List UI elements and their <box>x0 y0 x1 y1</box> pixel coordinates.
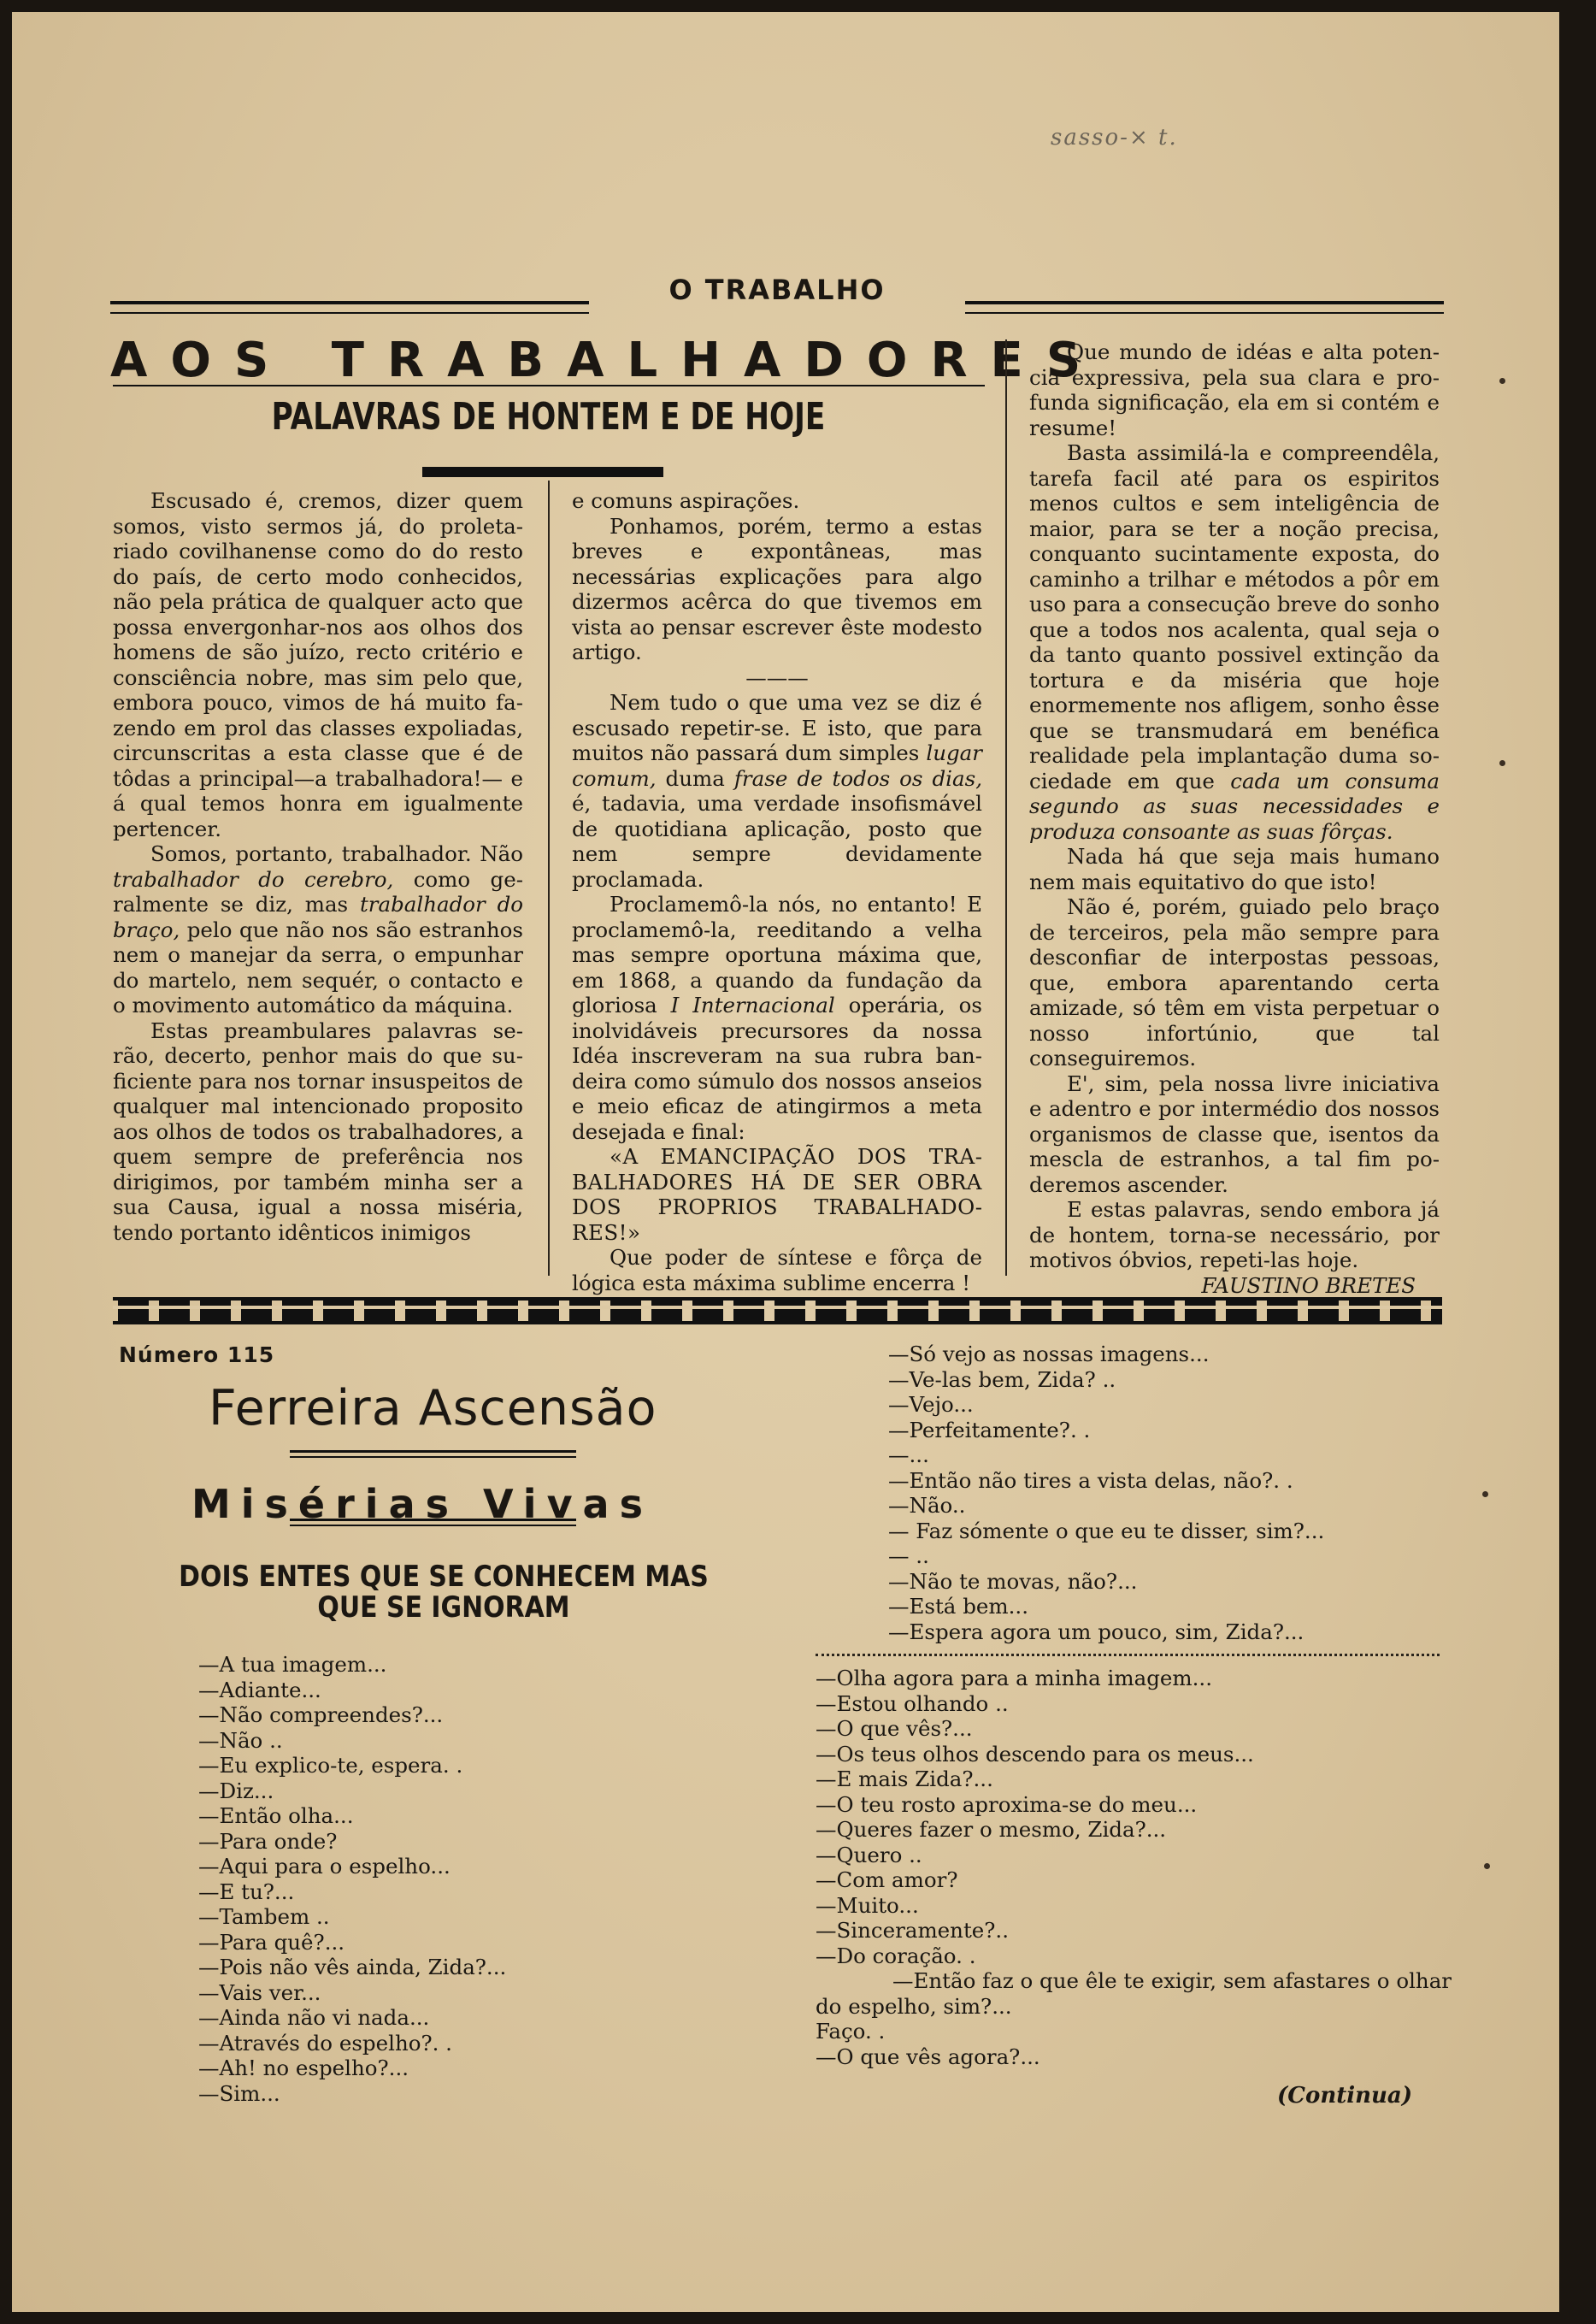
paragraph: Nem tudo o que uma vez se diz é escusado repetir-se. E isto, que para muitos não passará dum simples lugar comum, duma frase de todos os dias, é, tadavia, uma verdade insofismável de quotidiana aplicação, posto que nem sempre devidamente proclamada. <box>572 690 982 892</box>
dialogue-line: —Pois não vês ainda, Zida?... <box>198 1955 507 1979</box>
dialogue-line: —E mais Zida?... <box>816 1767 993 1791</box>
masthead-title: O TRABALHO <box>668 274 886 306</box>
dialogue-line: —Vais ver... <box>198 1979 321 2005</box>
article-headline: AOS TRABALHADORES <box>110 333 1104 388</box>
dialogue-line: —Está bem... <box>888 1594 1028 1619</box>
dialogue-line: —O que vês agora?... <box>816 2044 1040 2069</box>
handwritten-note: sasso-× t. <box>1051 125 1178 150</box>
dialogue-line: —Só vejo as nossas imagens... <box>888 1342 1210 1366</box>
dialogue-line: — .. <box>888 1543 929 1568</box>
dialogue-line: —Ainda não vi nada... <box>198 2005 430 2030</box>
newspaper-page <box>12 12 1559 2312</box>
dialogue-line: —O teu rosto aproxima-se do meu... <box>816 1791 1198 1817</box>
continued-note: (Continua) <box>1277 2083 1413 2109</box>
paragraph: Somos, portanto, trabalhador. Não trabalhador do cerebro, como geralmente se diz, mas trabalhador do braço, pelo que não nos são estranhos nem o manejar da serra, o empunhar do martelo, nem sequér, o contacto e o movimento automático da máquina. <box>113 841 523 1017</box>
dialogue-line: —Tambem .. <box>198 1904 330 1929</box>
dialogue-line: —Diz... <box>198 1778 274 1803</box>
edge-mark <box>1499 378 1505 384</box>
article-signature: FAUSTINO BRETES <box>1201 1272 1416 1298</box>
masthead-rule-right <box>965 301 1444 314</box>
dialogue-line: —Sinceramente?.. <box>816 1918 1010 1943</box>
dialogue-line: —Para onde? <box>198 1828 338 1854</box>
dialogue-line: — Faz sómente o que eu te disser, sim?... <box>888 1518 1325 1543</box>
dialogue-line: —Através do espelho?. . <box>198 2030 452 2056</box>
dialogue-line: —Estou olhando .. <box>816 1690 1009 1716</box>
story-author: Ferreira Ascensão <box>209 1380 657 1436</box>
masthead <box>110 268 1444 311</box>
dialogue-line: —Vejo... <box>888 1392 974 1417</box>
dialogue-line: —... <box>888 1442 929 1467</box>
paragraph: Nada há que seja mais humano nem mais equitativo do que isto! <box>1029 844 1440 894</box>
dialogue-line: —Espera agora um pouco, sim, Zida?... <box>888 1619 1304 1644</box>
edge-mark <box>1499 760 1505 766</box>
article-column-2 <box>572 488 982 1295</box>
headline-rule <box>113 385 985 386</box>
dialogue-line: —Para quê?... <box>198 1929 345 1955</box>
dialogue-line: —Não compreendes?... <box>198 1702 444 1727</box>
edge-mark <box>1484 1863 1490 1869</box>
dialogue-line: —O que vês?... <box>816 1716 973 1741</box>
dialogue-line: —Com amor? <box>816 1867 958 1892</box>
paragraph: Ponhamos, porém, termo a estas breves e expontâneas, mas necessárias explicações para algo dizermos acêrca do que tivemos em vista ao pensar escrever êste modesto artigo. <box>572 513 982 664</box>
dialogue-line: —E tu?... <box>198 1879 295 1904</box>
story-number: Número 115 <box>119 1342 275 1367</box>
dialogue-line: —Então faz o que êle te exigir, sem afastares o olhar do espelho, sim?... <box>816 1968 1452 2019</box>
dialogue-line: —Não.. <box>888 1493 966 1518</box>
dialogue-line: —Ve-las bem, Zida? .. <box>888 1366 1116 1392</box>
dialogue-line: —A tua imagem... <box>198 1652 387 1677</box>
paragraph: Basta assimilá-la e compreendêla, tarefa facil até para os espiritos menos cultos e sem inteligência de maior, para se ter a noção precisa, conquanto sucintamente exposta, do caminho a trilhar e métodos a pôr em uso para a consecução breve do sonho que a todos nos acalenta, qual seja o da tanto quanto possivel extinção da tortura e da miséria que hoje enormemente nos afligem, sonho êsse que se transmudará em benéfica realidade pela implantação duma sociedade em que cada um consuma segundo as suas necessidades e produza consoante as suas fôrças. <box>1029 440 1440 844</box>
edge-mark <box>1482 1491 1488 1497</box>
dialogue-line: —Então olha... <box>198 1803 354 1828</box>
story-title: Misérias Vivas <box>191 1481 653 1527</box>
dialogue-column-1 <box>198 1652 506 2106</box>
dialogue-line: —Sim... <box>198 2080 280 2106</box>
dotted-separator <box>816 1654 1440 1656</box>
dialogue-line: —Muito... <box>816 1892 919 1918</box>
dialogue-column-2-top <box>888 1342 1457 1644</box>
dialogue-line: —Então não tires a vista delas, não?. . <box>888 1467 1293 1493</box>
dialogue-line: —Eu explico-te, espera. . <box>198 1753 463 1778</box>
paragraph: E estas palavras, sendo embora já de hontem, torna-se necessário, por motivos óbvios, repeti-las hoje. <box>1029 1197 1440 1272</box>
title-rule-top <box>290 1450 576 1458</box>
article-subheadline: PALAVRAS DE HONTEM E DE HOJE <box>271 395 826 439</box>
dialogue-line: —Adiante... <box>198 1677 321 1702</box>
dialogue-line: —Ah! no espelho?... <box>198 2056 409 2080</box>
masthead-rule-left <box>110 301 589 314</box>
dialogue-line: —Não .. <box>198 1727 283 1753</box>
dialogue-line: —Olha agora para a minha imagem... <box>816 1666 1213 1690</box>
paragraph: E', sim, pela nossa livre iniciativa e adentro e por intermédio dos nossos organismos de classe que, isentos da mescla de estranhos, a tal fim poderemos ascender. <box>1029 1071 1440 1197</box>
dialogue-line: —Os teus olhos descendo para os meus... <box>816 1741 1254 1767</box>
story-subtitle: DOIS ENTES QUE SE CONHECEM MAS QUE SE IGNORAM <box>179 1560 709 1625</box>
section-divider: ——— <box>745 664 809 690</box>
subheadline-bar <box>422 467 663 477</box>
article-column-1 <box>113 488 523 1245</box>
article-column-3 <box>1029 339 1440 1298</box>
dialogue-line: —Perfeitamente?. . <box>888 1417 1091 1442</box>
paragraph: e comuns aspirações. <box>572 488 800 513</box>
paragraph: Escusado é, cremos, dizer quem somos, visto sermos já, do proletariado covilhanense como do do resto do país, de certo modo conhecidos, não pela prática de qualquer acto que possa envergonhar-nos aos olhos dos homens de são juízo, recto critério e consciência nobre, mas sim pelo que, embora pouco, vimos de há muito fazendo em prol das classes expoliadas, circunscritas a esta classe que é de tôdas a principal—a trabalhadora!— e á qual temos honra em igualmente pertencer. <box>113 488 523 841</box>
paragraph: Não é, porém, guiado pelo braço de terceiros, pela mão sempre para desconfiar de interpostas pessoas, que, embora aparentando certa amizade, só têm em vista perpetuar o nosso infortúnio, que tal conseguiremos. <box>1029 894 1440 1071</box>
dialogue-line: —Quero .. <box>816 1842 922 1867</box>
paragraph: Estas preambulares palavras serão, decerto, penhor mais do que suficiente para nos tornar insuspeitos de qualquer mal intencionado proposito aos olhos de todos os trabalhadores, a quem sempre de preferência nos dirigimos, por também minha ser a sua Causa, igual a nossa miséria, tendo portanto idênticos inimigos <box>113 1017 523 1245</box>
title-rule-bottom <box>290 1519 576 1526</box>
dialogue-line: —Do coração. . <box>816 1943 976 1968</box>
quote: «A EMANCIPAÇÃO DOS TRABALHADORES HÁ DE SER OBRA DOS PROPRIOS TRABALHADORES!» <box>572 1144 982 1245</box>
dialogue-line: Faço. . <box>816 2019 886 2044</box>
chain-border <box>113 1297 1442 1324</box>
paragraph: Que poder de síntese e fôrça de lógica esta máxima sublime encerra ! <box>572 1245 982 1295</box>
column-divider <box>548 481 550 1276</box>
paragraph: Proclamemô-la nós, no entanto! E proclamemô-la, reeditando a velha mas sempre oportuna máxima que, em 1868, a quando da fundação da gloriosa I Internacional operária, os inolvidáveis precursores da nossa Idéa inscreveram na sua rubra bandeira como súmulo dos nossos anseios e meio eficaz de atingirmos a meta desejada e final: <box>572 892 982 1144</box>
paragraph: Que mundo de idéas e alta potencia expressiva, pela sua clara e profunda significação, ela em si contém e resume! <box>1029 339 1440 440</box>
column-divider <box>1005 339 1007 1276</box>
dialogue-line: —Queres fazer o mesmo, Zida?... <box>816 1817 1167 1842</box>
dialogue-line: —Não te movas, não?... <box>888 1568 1138 1594</box>
dialogue-line: —Aqui para o espelho... <box>198 1854 451 1879</box>
dialogue-column-2-bottom <box>816 1666 1452 2069</box>
